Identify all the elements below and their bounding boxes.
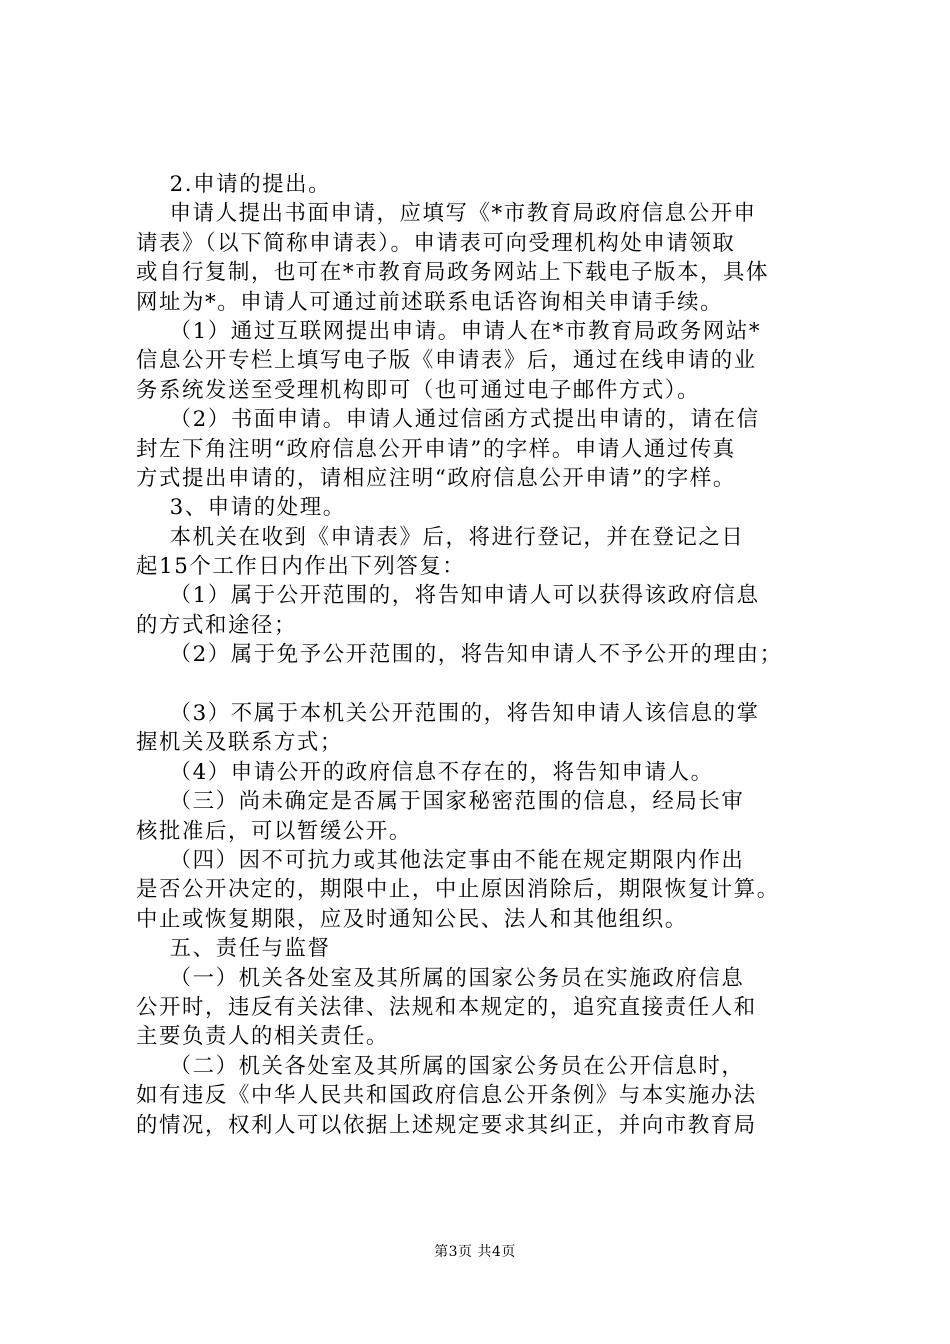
text-line: 公开时，违反有关法律、法规和本规定的，追究直接责任人和 — [136, 994, 757, 1020]
text-line: 务系统发送至受理机构即可（也可通过电子邮件方式）。 — [136, 377, 701, 403]
text-line: 是否公开决定的，期限中止，中止原因消除后，期限恢复计算。 — [136, 877, 780, 903]
text-line: （1）通过互联网提出申请。申请人在*市教育局政务网站* — [136, 318, 762, 344]
text-line: 本机关在收到《申请表》后，将进行登记，并在登记之日 — [136, 524, 745, 550]
text-line: 方式提出申请的，请相应注明“政府信息公开申请”的字样。 — [136, 465, 736, 491]
text-line: 中止或恢复期限，应及时通知公民、法人和其他组织。 — [136, 906, 688, 932]
text-line: 或自行复制，也可在*市教育局政务网站上下载电子版本，具体 — [136, 260, 770, 286]
text-line — [136, 670, 836, 699]
text-line: （2）书面申请。申请人通过信函方式提出申请的，请在信 — [136, 407, 760, 433]
text-line: 封左下角注明“政府信息公开申请”的字样。申请人通过传真 — [136, 436, 736, 462]
text-line: （二）机关各处室及其所属的国家公务员在公开信息时， — [136, 1053, 745, 1079]
text-line: 核批准后，可以暂缓公开。 — [136, 818, 412, 844]
text-line: 握机关及联系方式； — [136, 730, 343, 756]
text-line: 网址为*。申请人可通过前述联系电话咨询相关申请手续。 — [136, 289, 724, 315]
text-line: 起15个工作日内作出下列答复： — [136, 554, 466, 580]
document-body — [136, 170, 836, 1140]
text-line: 2.申请的提出。 — [136, 172, 332, 197]
text-line: 如有违反《中华人民共和国政府信息公开条例》与本实施办法 — [136, 1083, 757, 1109]
text-line: 3、申请的处理。 — [136, 495, 346, 521]
text-line: （三）尚未确定是否属于国家秘密范围的信息，经局长审 — [136, 789, 745, 815]
text-line: （3）不属于本机关公开范围的，将告知申请人该信息的掌 — [136, 701, 760, 727]
text-line: 的情况，权利人可以依据上述规定要求其纠正，并向市教育局 — [136, 1112, 757, 1138]
text-line: 请表》（以下简称申请表）。申请表可向受理机构处申请领取 — [136, 230, 736, 256]
text-line: （四）因不可抗力或其他法定事由不能在规定期限内作出 — [136, 847, 745, 873]
text-line: 主要负责人的相关责任。 — [136, 1024, 389, 1050]
text-line: 申请人提出书面申请，应填写《*市教育局政府信息公开申 — [136, 201, 757, 227]
text-line: 的方式和途径； — [136, 612, 297, 638]
page-footer: 第3页 共4页 — [434, 1244, 516, 1260]
text-line: （4）申请公开的政府信息不存在的，将告知申请人。 — [136, 759, 714, 785]
text-line: （1）属于公开范围的，将告知申请人可以获得该政府信息 — [136, 583, 760, 609]
text-line: 五、责任与监督 — [136, 936, 331, 962]
text-line: （一）机关各处室及其所属的国家公务员在实施政府信息 — [136, 965, 745, 991]
text-line: （2）属于免予公开范围的，将告知申请人不予公开的理由； — [136, 642, 783, 668]
text-line: 信息公开专栏上填写电子版《申请表》后，通过在线申请的业 — [136, 348, 757, 374]
